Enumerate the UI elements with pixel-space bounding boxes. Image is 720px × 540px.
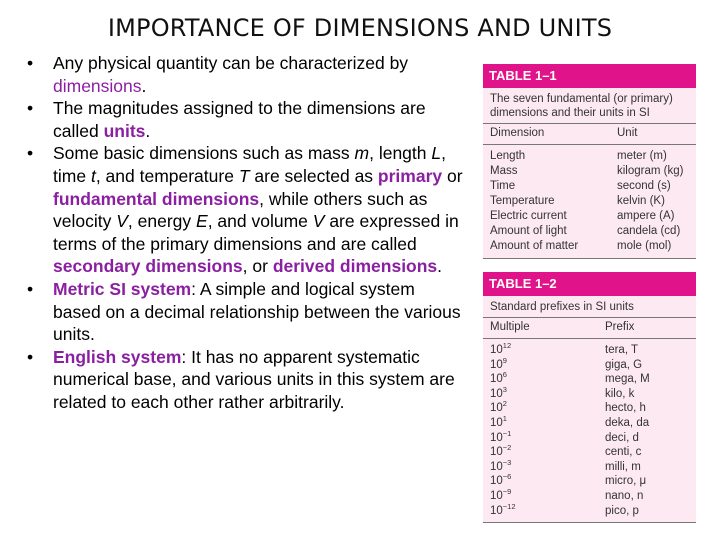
cell-prefix: centi, c — [605, 446, 642, 459]
variable: V — [312, 211, 325, 232]
power-base: 10 — [490, 402, 503, 415]
bullet-dot: • — [27, 53, 34, 73]
bullet-text: . — [141, 75, 147, 96]
table-row — [490, 384, 696, 402]
table-row — [490, 194, 696, 209]
cell-unit: kelvin (K) — [617, 195, 665, 207]
cell-unit: candela (cd) — [617, 225, 681, 237]
variable: V — [116, 211, 128, 232]
cell-prefix: deci, d — [605, 431, 639, 444]
table-body — [483, 145, 696, 259]
cell-dimension: Mass — [490, 165, 518, 177]
bullet-text: , time — [53, 143, 446, 186]
cell-unit: ampere (A) — [617, 210, 675, 222]
column-header-unit: Unit — [617, 127, 638, 139]
bullet-metric-si — [24, 278, 464, 346]
table-heading: TABLE 1–1 — [483, 64, 696, 88]
bullet-dot: • — [27, 98, 34, 119]
bullet-primary-secondary — [24, 142, 464, 278]
cell-dimension: Amount of matter — [490, 240, 579, 252]
table-row — [490, 209, 696, 224]
highlight-term: English system — [53, 346, 182, 367]
column-header-dimension: Dimension — [490, 127, 545, 139]
cell-prefix: giga, G — [605, 358, 643, 371]
variable: t — [90, 165, 96, 186]
bullet-text: . — [437, 256, 443, 277]
table-row — [490, 457, 696, 475]
bullet-units — [24, 97, 464, 142]
bullet-text: , or — [242, 256, 273, 277]
bullet-text: , while others such as velocity — [53, 188, 428, 232]
column-header-multiple: Multiple — [490, 321, 530, 333]
cell-prefix: nano, n — [605, 489, 644, 502]
bullet-text: The magnitudes assigned to the dimensions are called — [53, 98, 426, 141]
bullet-text: , and volume — [207, 211, 313, 232]
power-exponent: 9 — [502, 355, 507, 365]
page-title: IMPORTANCE OF DIMENSIONS AND UNITS — [107, 14, 613, 42]
table-row — [490, 428, 696, 446]
cell-unit: mole (mol) — [617, 240, 672, 252]
power-exponent: −9 — [502, 486, 512, 496]
table-row — [490, 401, 696, 416]
table-heading: TABLE 1–2 — [483, 272, 696, 296]
bullet-dot: • — [27, 346, 34, 367]
cell-unit: meter (m) — [617, 150, 667, 162]
highlight-term: derived dimensions — [272, 256, 438, 277]
cell-multiple — [490, 372, 605, 387]
cell-prefix: micro, μ — [605, 475, 647, 488]
cell-prefix: tera, T — [605, 344, 639, 356]
power-base: 10 — [490, 387, 503, 400]
column-header-prefix: Prefix — [605, 321, 635, 333]
highlight-term: units — [103, 120, 146, 141]
power-exponent: 12 — [502, 341, 512, 350]
cell-dimension: Time — [490, 180, 516, 192]
cell-dimension: Temperature — [490, 195, 555, 207]
cell-dimension: Length — [490, 150, 526, 162]
power-exponent: 3 — [502, 384, 507, 394]
cell-prefix: pico, p — [605, 504, 639, 517]
table-body — [483, 339, 696, 523]
cell-multiple — [490, 384, 605, 402]
bullet-text: . — [145, 120, 151, 141]
bullet-list — [24, 52, 464, 414]
variable: L — [431, 143, 442, 164]
bullet-dimensions — [24, 52, 464, 97]
power-base: 10 — [490, 416, 503, 429]
power-base: 10 — [490, 504, 503, 517]
bullet-text: are expressed in terms of the primary dimensions and are called — [53, 211, 459, 254]
power-exponent: −3 — [502, 457, 512, 467]
variable: E — [196, 211, 208, 232]
highlight-term: primary — [377, 165, 443, 186]
table-si-prefixes — [483, 272, 696, 523]
table-row — [490, 343, 696, 358]
power-base: 10 — [490, 460, 503, 473]
bullet-text: , energy — [127, 211, 197, 232]
bullet-text: Any physical quantity can be characterized by — [53, 53, 409, 73]
table-row — [490, 413, 696, 431]
bullet-dot: • — [27, 143, 34, 164]
table-caption: The seven fundamental (or primary) dimensions and their units in SI — [483, 88, 696, 123]
cell-unit: kilogram (kg) — [617, 165, 684, 177]
power-exponent: −2 — [502, 443, 512, 453]
table-row — [490, 355, 696, 373]
table-column-headers — [483, 123, 696, 145]
table-row — [490, 164, 696, 179]
table-caption: Standard prefixes in SI units — [483, 296, 696, 317]
table-row — [490, 372, 696, 387]
cell-multiple — [490, 355, 605, 373]
highlight-term: secondary dimensions — [53, 256, 243, 277]
bullet-text: : It has no apparent systematic numerical base, and various units in this system are related to each other rather arbitrarily. — [53, 346, 455, 412]
table-row — [490, 474, 696, 489]
cell-prefix: kilo, k — [605, 387, 635, 400]
bullet-text: Some basic dimensions such as mass — [53, 143, 355, 164]
power-exponent: 2 — [502, 399, 507, 409]
cell-prefix: deka, da — [605, 416, 650, 429]
table-column-headers — [483, 317, 696, 339]
table-row — [490, 239, 696, 254]
power-exponent: −6 — [502, 472, 512, 482]
bullet-text: are selected as — [249, 165, 378, 186]
power-base: 10 — [490, 358, 503, 371]
bullet-text: or — [442, 165, 463, 186]
table-row — [490, 486, 696, 504]
power-base: 10 — [490, 475, 503, 488]
cell-dimension: Electric current — [490, 210, 567, 222]
highlight-term: dimensions — [53, 75, 142, 96]
power-base: 10 — [490, 373, 503, 386]
bullet-text: , length — [369, 143, 432, 164]
cell-multiple — [490, 343, 605, 358]
power-exponent: −12 — [502, 501, 516, 511]
cell-dimension: Amount of light — [490, 225, 567, 237]
cell-multiple — [490, 401, 605, 416]
table-row — [490, 445, 696, 460]
table-row — [490, 501, 696, 519]
highlight-term: Metric SI system — [53, 278, 192, 299]
variable: m — [354, 143, 370, 164]
bullet-english-system — [24, 346, 464, 414]
bullet-dot: • — [27, 278, 34, 299]
power-base: 10 — [490, 489, 503, 502]
cell-multiple — [490, 501, 605, 519]
cell-prefix: mega, M — [605, 373, 650, 386]
table-fundamental-dimensions — [483, 64, 696, 259]
power-base: 10 — [490, 431, 503, 444]
highlight-term: fundamental dimensions — [53, 188, 260, 209]
table-row — [490, 149, 696, 164]
power-exponent: 6 — [502, 370, 507, 380]
power-base: 10 — [490, 344, 503, 356]
cell-prefix: hecto, h — [605, 402, 646, 415]
power-exponent: 1 — [502, 413, 507, 423]
power-exponent: −1 — [502, 428, 512, 438]
cell-prefix: milli, m — [605, 460, 641, 473]
table-row — [490, 179, 696, 194]
table-row — [490, 224, 696, 239]
variable: T — [238, 165, 250, 186]
bullet-text: : A simple and logical system based on a decimal relationship between the various units. — [53, 278, 461, 345]
bullet-text: , and temperature — [95, 165, 239, 186]
power-base: 10 — [490, 446, 503, 459]
cell-unit: second (s) — [617, 180, 671, 192]
